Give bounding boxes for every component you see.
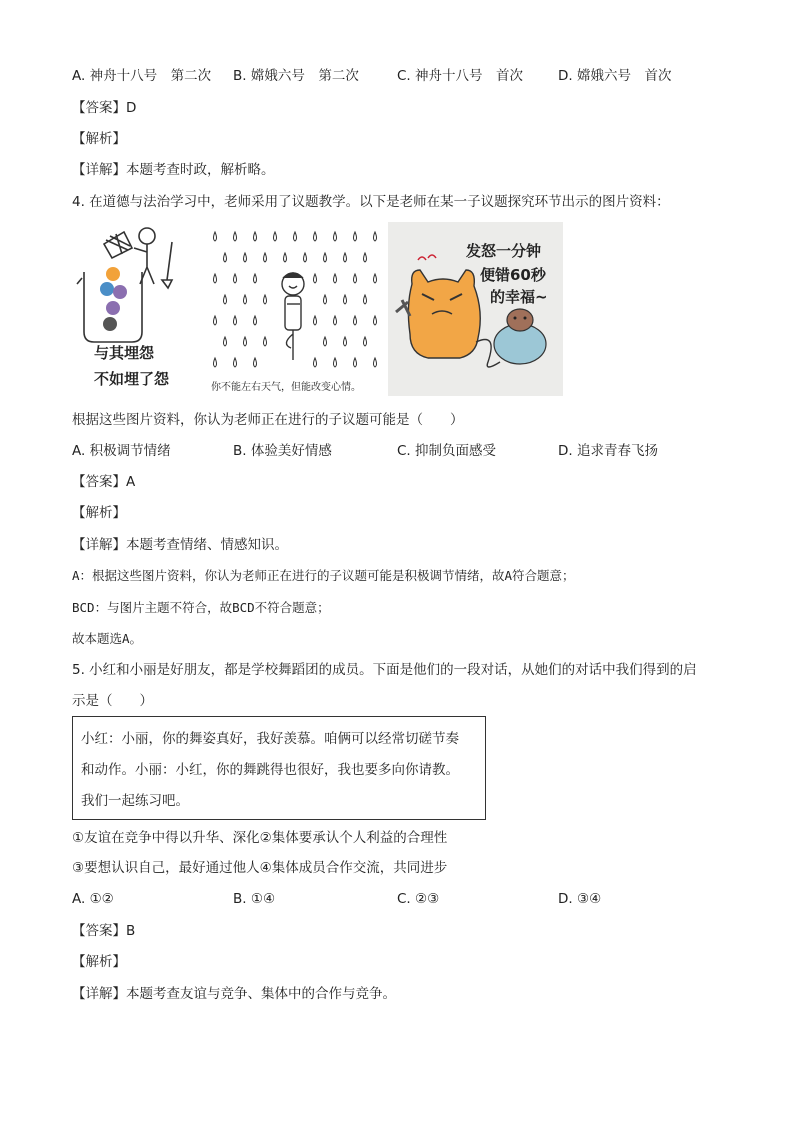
raindrop-icon [264, 253, 267, 262]
raindrop-icon [354, 274, 357, 283]
q5-dialog-box [72, 716, 486, 820]
q5-option-d: D. ③④ [558, 891, 602, 907]
q4-option-a: A. 积极调节情绪 [72, 443, 171, 459]
raindrop-icon [344, 253, 347, 262]
rain-illustration [205, 222, 383, 396]
image-rain-meditation [205, 222, 383, 396]
raindrop-icon [254, 274, 257, 283]
raindrop-icon [214, 274, 217, 283]
q5-dialog-line3: 我们一起练习吧。 [81, 793, 189, 809]
raindrop-icon [354, 316, 357, 325]
q5-option-b: B. ①④ [233, 891, 276, 907]
raindrop-icon [304, 253, 307, 262]
raindrop-icon [344, 337, 347, 346]
raindrop-icon [354, 358, 357, 367]
raindrop-icon [254, 232, 257, 241]
image1-caption-line1: 与其埋怨 [94, 344, 155, 362]
q4-option-d: D. 追求青春飞扬 [558, 443, 658, 459]
q3-option-d: D. 嫦娥六号 首次 [558, 68, 672, 84]
raindrop-icon [334, 232, 337, 241]
raindrop-icon [214, 358, 217, 367]
q4-question: 根据这些图片资料，你认为老师正在进行的子议题可能是（ ） [72, 412, 464, 428]
raindrop-icon [274, 232, 277, 241]
raindrop-icon [364, 253, 367, 262]
q4-option-b: B. 体验美好情感 [233, 443, 332, 459]
raindrop-icon [314, 358, 317, 367]
raindrop-icon [334, 316, 337, 325]
raindrop-icon [244, 337, 247, 346]
raindrop-icon [294, 232, 297, 241]
raindrop-icon [234, 232, 237, 241]
raindrop-icon [364, 337, 367, 346]
q5-detail: 【详解】本题考查友谊与竞争、集体中的合作与竞争。 [72, 986, 396, 1002]
raindrop-icon [324, 253, 327, 262]
image-bury-complaints [72, 222, 200, 394]
raindrop-icon [224, 295, 227, 304]
raindrop-icon [244, 253, 247, 262]
q5-answer: 【答案】B [72, 923, 136, 939]
raindrop-icon [314, 232, 317, 241]
raindrop-icon [214, 232, 217, 241]
raindrop-icon [264, 337, 267, 346]
raindrop-icon [234, 358, 237, 367]
raindrop-icon [264, 295, 267, 304]
image1-caption-line2: 不如埋了怨 [94, 370, 170, 388]
q3-detail: 【详解】本题考查时政，解析略。 [72, 162, 275, 178]
raindrop-icon [344, 295, 347, 304]
q4-option-c: C. 抑制负面感受 [397, 443, 497, 459]
raindrop-icon [254, 316, 257, 325]
q5-analysis: 【解析】 [72, 954, 126, 970]
q4-detail: 【详解】本题考查情绪、情感知识。 [72, 537, 288, 553]
raindrop-icon [244, 295, 247, 304]
q4-analysis: 【解析】 [72, 505, 126, 521]
raindrop-icon [334, 274, 337, 283]
raindrop-icon [234, 316, 237, 325]
raindrop-icon [254, 358, 257, 367]
q5-stem-line1: 5. 小红和小丽是好朋友，都是学校舞蹈团的成员。下面是他们的一段对话，从她们的对话中我们得到的启 [72, 662, 697, 678]
raindrop-icon [314, 274, 317, 283]
raindrop-icon [374, 274, 377, 283]
image-angry-cat [388, 222, 563, 396]
image3-text-line3: 的幸福~ [490, 288, 548, 306]
q5-dialog-line2: 和动作。小丽：小红，你的舞跳得也很好，我也要多向你请教。 [81, 762, 459, 778]
raindrop-icon [234, 274, 237, 283]
q5-option-a: A. ①② [72, 891, 114, 907]
raindrop-icon [374, 316, 377, 325]
q4-explain-bcd: BCD：与图片主题不符合，故BCD不符合题意； [72, 600, 330, 615]
raindrop-icon [374, 358, 377, 367]
raindrop-icon [284, 253, 287, 262]
image3-text-line2: 便错60秒 [480, 266, 546, 284]
q4-explain-a: A：根据这些图片资料，你认为老师正在进行的子议题可能是积极调节情绪，故A符合题意； [72, 568, 575, 583]
raindrop-icon [324, 295, 327, 304]
q3-answer: 【答案】D [72, 100, 137, 116]
q3-analysis: 【解析】 [72, 131, 126, 147]
q3-option-b: B. 嫦娥六号 第二次 [233, 68, 359, 84]
raindrop-icon [214, 316, 217, 325]
raindrop-icon [364, 295, 367, 304]
q5-statement-line2: ③要想认识自己，最好通过他人④集体成员合作交流，共同进步 [72, 860, 448, 876]
raindrop-icon [224, 337, 227, 346]
q5-dialog-line1: 小红：小丽，你的舞姿真好，我好羡慕。咱俩可以经常切磋节奏 [81, 731, 459, 747]
raindrop-icon [374, 232, 377, 241]
q5-stem-line2: 示是（ ） [72, 693, 153, 709]
q5-statement-line1: ①友谊在竞争中得以升华、深化②集体要承认个人利益的合理性 [72, 830, 448, 846]
q4-conclusion: 故本题选A。 [72, 631, 143, 646]
q5-option-c: C. ②③ [397, 891, 440, 907]
raindrop-icon [224, 253, 227, 262]
raindrop-icon [334, 358, 337, 367]
image2-caption: 你不能左右天气，但能改变心情。 [211, 382, 361, 393]
raindrop-icon [354, 232, 357, 241]
q4-answer: 【答案】A [72, 474, 136, 490]
raindrop-icon [314, 316, 317, 325]
q3-option-c: C. 神舟十八号 首次 [397, 68, 524, 84]
q4-stem: 4. 在道德与法治学习中，老师采用了议题教学。以下是老师在某一子议题探究环节出示的图片资料： [72, 194, 670, 210]
image3-text-line1: 发怒一分钟 [466, 242, 542, 260]
q3-option-a: A. 神舟十八号 第二次 [72, 68, 212, 84]
raindrop-icon [324, 337, 327, 346]
